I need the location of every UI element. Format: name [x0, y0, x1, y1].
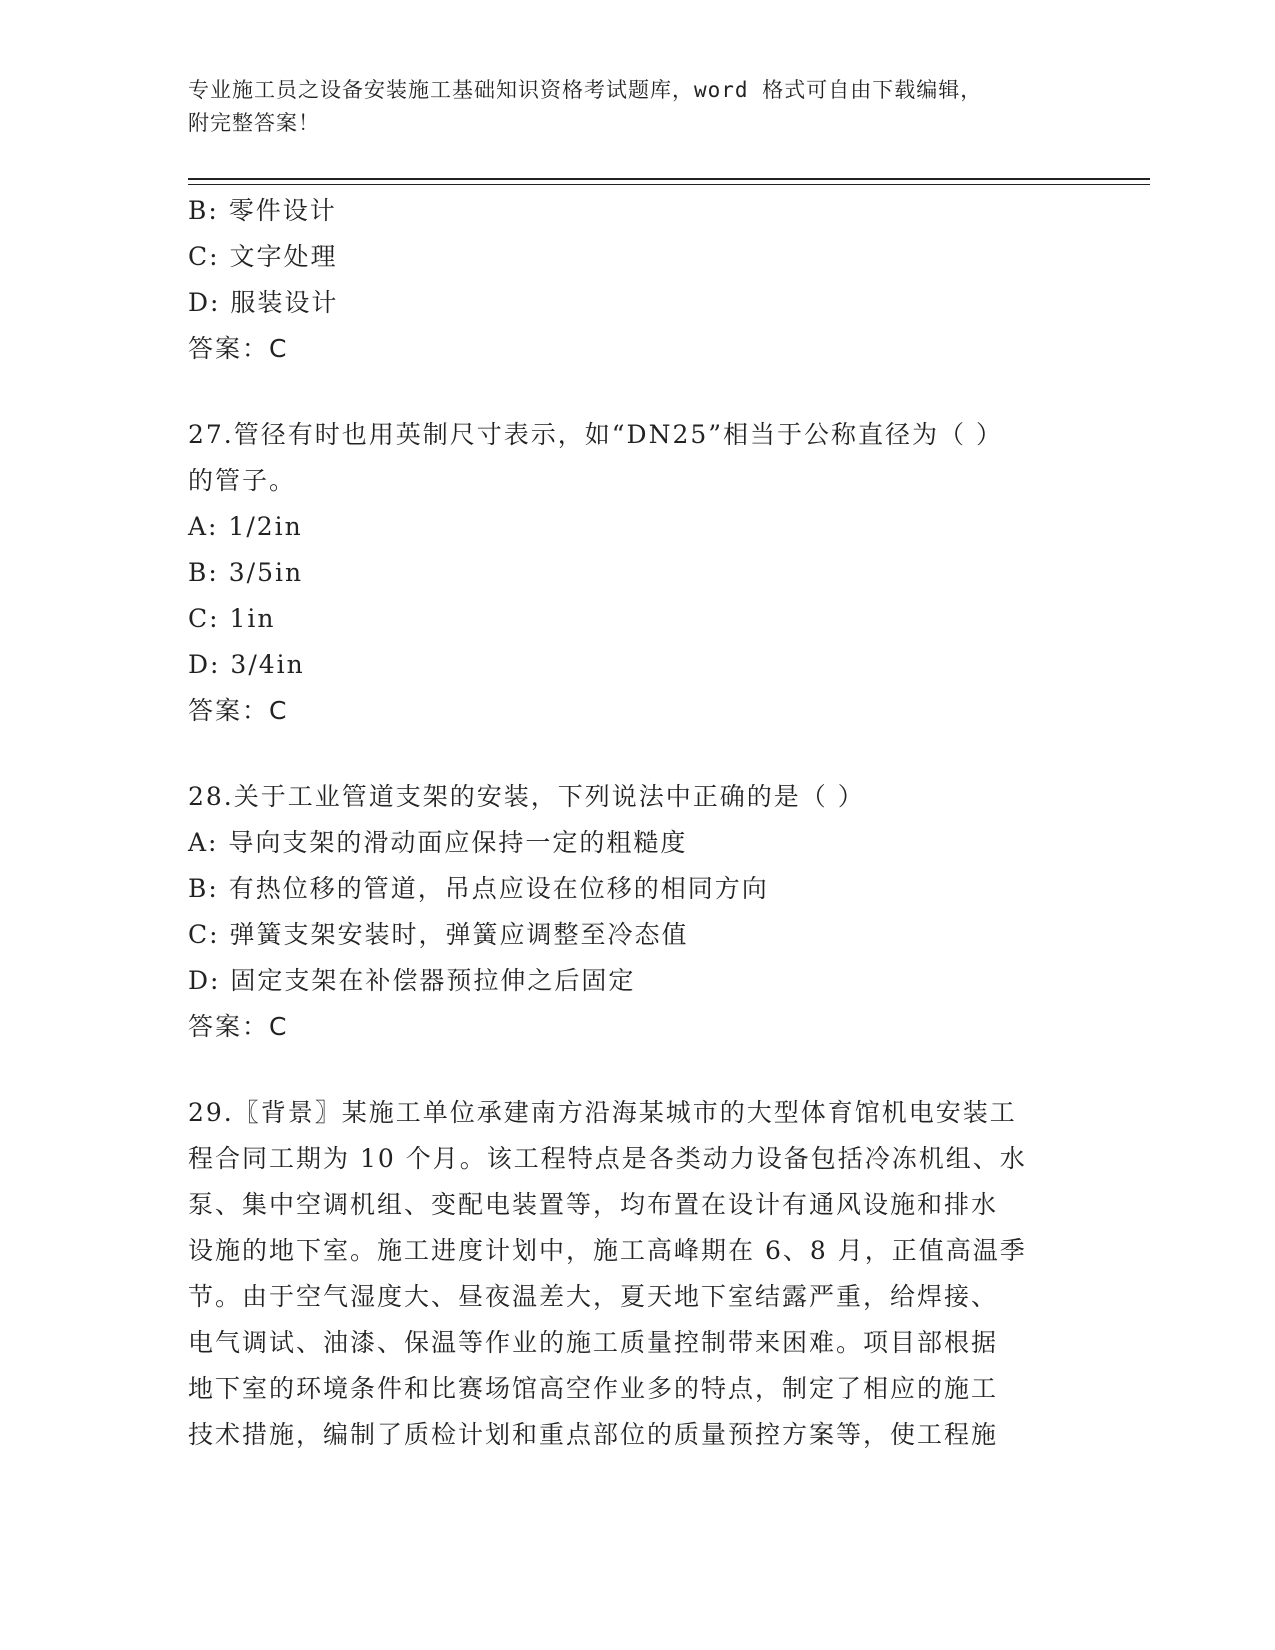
question-26	[188, 188, 1068, 372]
option-a: A: 1/2in	[188, 512, 303, 541]
document-body	[188, 188, 1068, 1458]
option-a: A: 导向支架的滑动面应保持一定的粗糙度	[188, 828, 688, 857]
header-line-1: 专业施工员之设备安装施工基础知识资格考试题库，word 格式可自由下载编辑，	[188, 78, 983, 102]
paragraph-line: 电气调试、油漆、保温等作业的施工质量控制带来困难。项目部根据	[188, 1328, 999, 1357]
option-b: B: 有热位移的管道，吊点应设在位移的相同方向	[188, 874, 769, 903]
option-b: B: 3/5in	[188, 558, 304, 587]
paragraph-line: 节。由于空气湿度大、昼夜温差大，夏天地下室结露严重，给焊接、	[188, 1282, 999, 1311]
question-stem-line: 的管子。	[188, 466, 297, 495]
option-c: C: 1in	[188, 604, 276, 633]
option-d: D: 服装设计	[188, 288, 339, 317]
answer: 答案：C	[188, 1012, 289, 1041]
question-stem-line: 28.关于工业管道支架的安装，下列说法中正确的是（ ）	[188, 782, 865, 811]
answer: 答案：C	[188, 334, 289, 363]
header-rule-thick	[188, 178, 1150, 180]
option-c: C: 弹簧支架安装时，弹簧应调整至冷态值	[188, 920, 689, 949]
document-header	[188, 74, 1068, 140]
paragraph-line: 泵、集中空调机组、变配电装置等，均布置在设计有通风设施和排水	[188, 1190, 999, 1219]
paragraph-line: 29.〖背景〗某施工单位承建南方沿海某城市的大型体育馆机电安装工	[188, 1098, 1017, 1127]
header-line-2: 附完整答案！	[188, 111, 320, 135]
option-d: D: 固定支架在补偿器预拉伸之后固定	[188, 966, 636, 995]
option-d: D: 3/4in	[188, 650, 305, 679]
paragraph-line: 技术措施，编制了质检计划和重点部位的质量预控方案等，使工程施	[188, 1420, 999, 1449]
question-27	[188, 412, 1068, 734]
option-c: C: 文字处理	[188, 242, 338, 271]
paragraph-line: 地下室的环境条件和比赛场馆高空作业多的特点，制定了相应的施工	[188, 1374, 999, 1403]
option-b: B: 零件设计	[188, 196, 337, 225]
header-rule-thin	[188, 184, 1150, 185]
answer: 答案：C	[188, 696, 289, 725]
question-28	[188, 774, 1068, 1050]
question-stem-line: 27.管径有时也用英制尺寸表示，如“DN25”相当于公称直径为（ ）	[188, 420, 1003, 449]
paragraph-line: 设施的地下室。施工进度计划中，施工高峰期在 6、8 月，正值高温季	[188, 1236, 1027, 1265]
question-29	[188, 1090, 1068, 1458]
paragraph-line: 程合同工期为 10 个月。该工程特点是各类动力设备包括冷冻机组、水	[188, 1144, 1027, 1173]
